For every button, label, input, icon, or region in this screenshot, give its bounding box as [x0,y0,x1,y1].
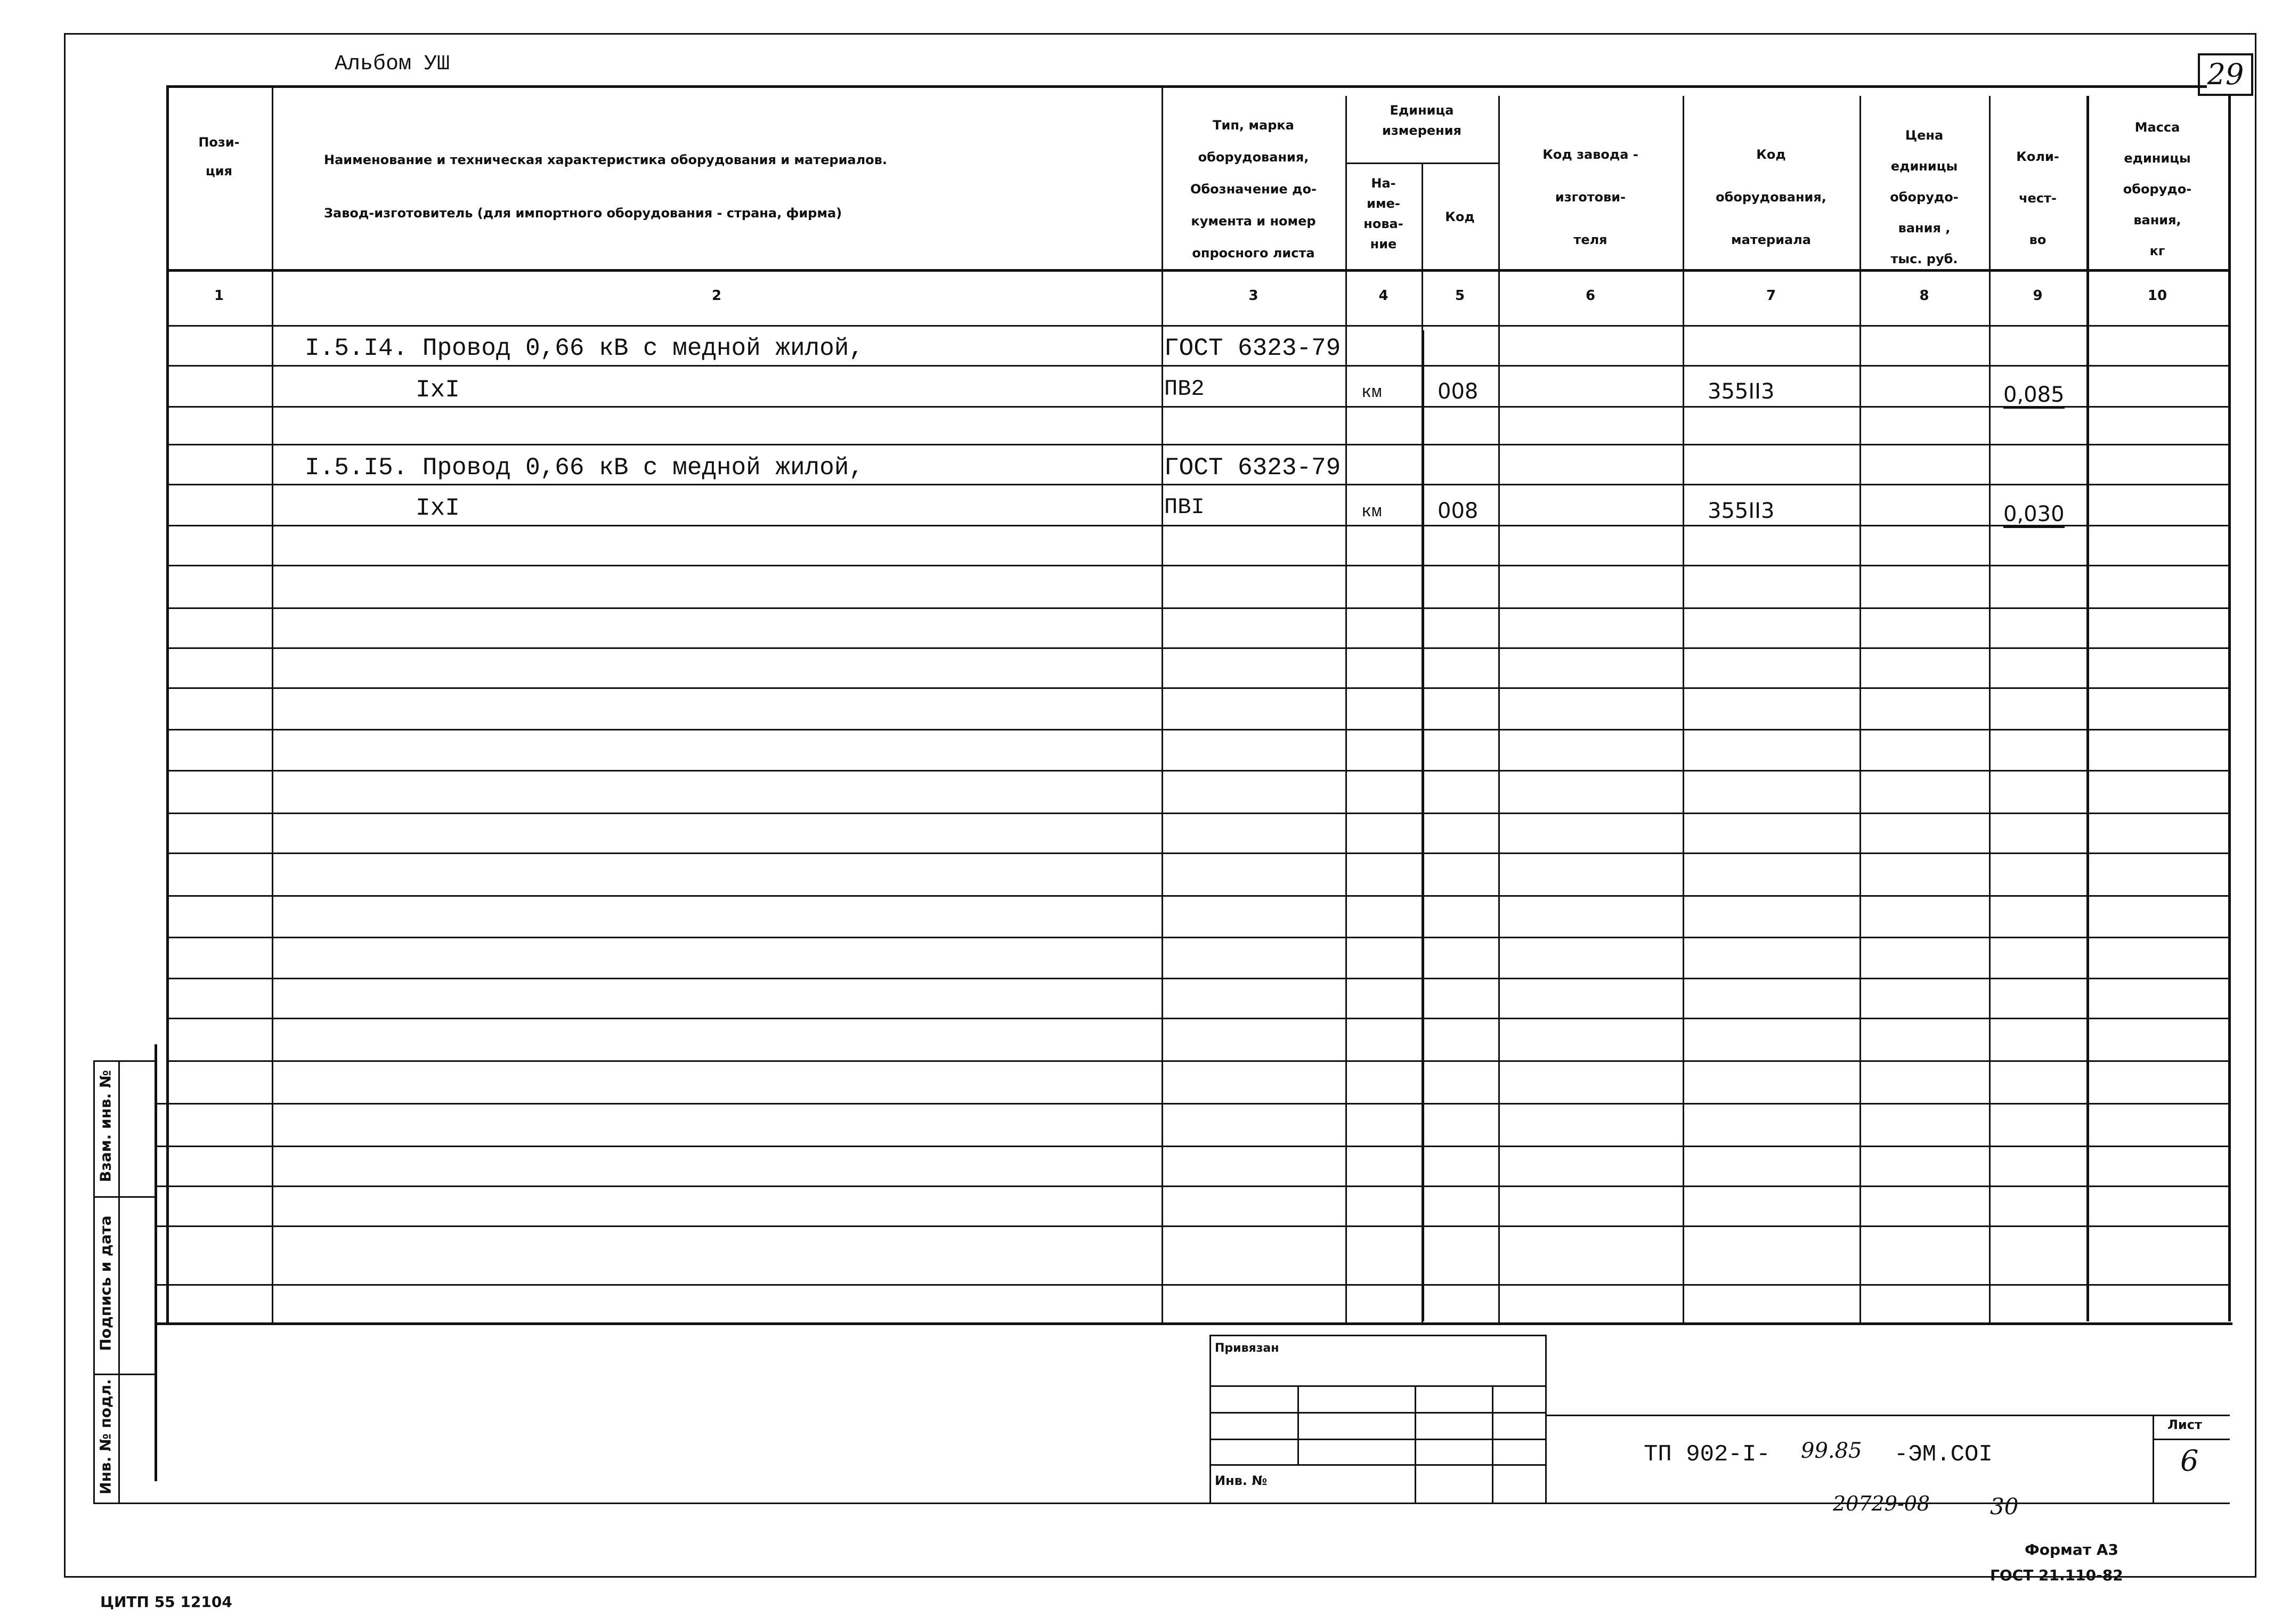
hand-note-2: 30 [1990,1493,2019,1520]
row-2-type: ПВ2 [1164,376,1205,402]
frame-top [64,33,2256,35]
col-divider-7 [1859,96,1861,1324]
col-num-10: 10 [2147,288,2167,304]
side-stamp-podpis: Подпись и дата [96,1215,115,1351]
numbers-bottom [166,325,2228,327]
stamp-row-1 [1209,1385,1546,1387]
citp-label: ЦИТП 55 12104 [100,1593,232,1611]
col-num-6: 6 [1585,288,1596,304]
col-num-5: 5 [1455,288,1465,304]
table-row-line [166,1018,2228,1019]
col-divider-9 [2086,96,2089,1321]
table-row-line [166,770,2228,772]
col-9-header: Коли- чест- во [2016,149,2059,247]
table-row-line [166,813,2228,814]
col-6-header: Код завода - изготови- теля [1542,147,1638,247]
hand-note: 20729-08 [1833,1492,1930,1515]
table-row-line [166,444,2228,445]
row-2-unit: км [1361,383,1382,402]
table-row-line [166,406,2228,408]
side-stamp-inv: Инв. № подл. [96,1379,115,1495]
col-num-7: 7 [1766,288,1776,304]
doc-code-hand: 99.85 [1801,1439,1862,1463]
row-2-name: IxI [416,376,460,404]
side-stamp-right [155,1044,157,1481]
table-row-line [166,729,2228,730]
row-2-unit-code: 008 [1438,379,1479,404]
col-divider-4b [1422,330,1424,1321]
col-10-header: Масса единицы оборудо- вания, кг [2123,120,2192,258]
stamp-mid-right [1545,1335,1547,1503]
stamp-top [1209,1335,1546,1336]
stamp-inv-no: Инв. № [1215,1473,1268,1488]
row-4-unit-code: 008 [1438,499,1479,523]
row-1-type: ГОСТ 6323-79 [1164,335,1341,362]
row-3-type: ГОСТ 6323-79 [1164,454,1341,482]
table-row-line [166,1060,2228,1062]
stamp-row-3 [1209,1439,1546,1440]
row-4-type: ПВI [1164,494,1205,520]
col-5-header: Код [1445,209,1475,224]
col-num-3: 3 [1248,288,1258,304]
doc-code-suffix: -ЭМ.СОI [1894,1441,1993,1468]
col-4-header: На- име- нова- ние [1363,176,1403,251]
col-1-header: Пози- ция [198,135,240,178]
stamp-row-2 [1209,1412,1546,1414]
col-8-header: Цена единицы оборудо- вания , тыс. руб. [1890,128,1959,266]
side-stamp-vzam: Взам. инв. № [96,1070,115,1182]
table-top [166,85,2207,88]
doc-code-prefix: ТП 902-I- [1644,1441,1771,1468]
format-label: Формат А3 [2025,1541,2118,1558]
sheet-label: Лист [2167,1417,2202,1432]
table-row-line [155,1103,2228,1105]
table-row-line [166,525,2228,526]
row-2-qty: 0,085 [2003,383,2065,409]
col-num-4: 4 [1378,288,1388,304]
row-4-qty: 0,030 [2003,502,2065,528]
col-divider-5 [1498,96,1500,1324]
table-row-line [155,1284,2228,1286]
stamp-col-2 [1415,1385,1416,1503]
row-3-name: I.5.I5. Провод 0,66 кВ с медной жилой, [305,454,864,482]
row-4-material-code: 355II3 [1708,499,1775,523]
stamp-sheet-left [2153,1415,2154,1503]
stamp-doc-top [1545,1415,2230,1416]
table-row-line [166,565,2228,566]
table-row-line [166,687,2228,689]
page-number: 29 [2198,53,2253,96]
stamp-left [1209,1335,1211,1503]
table-row-line [155,1185,2228,1187]
col-num-9: 9 [2033,288,2043,304]
col-divider-6 [1683,96,1684,1324]
frame-right [2255,33,2256,1577]
row-1-name: I.5.I4. Провод 0,66 кВ с медной жилой, [305,335,864,362]
col-3-header: Тип, марка оборудования, Обозначение до- кумента и номер опросного листа [1190,118,1317,261]
side-stamp-mid [118,1060,120,1503]
unit-group-header: Единица измерения [1382,103,1461,138]
stamp-privyazan: Привязан [1215,1342,1279,1355]
col-num-2: 2 [711,288,722,304]
row-4-unit: км [1361,502,1382,522]
stamp-sheet-div [2153,1439,2230,1440]
table-row-line [166,895,2228,897]
col-2-header: Наименование и техническая характеристика оборудования и материалов. Завод-изготовитель (для импортного оборудования - страна, фирма) [324,152,887,221]
row-4-name: IxI [416,494,460,522]
col-divider-3 [1345,96,1347,1324]
table-bottom [155,1322,2232,1325]
col-num-8: 8 [1919,288,1929,304]
table-row-line [166,852,2228,854]
stamp-col-3 [1492,1385,1493,1503]
row-2-material-code: 355II3 [1708,379,1775,404]
stamp-row-4 [1209,1464,1546,1466]
album-label: Альбом УШ [335,52,450,76]
frame-left [64,33,66,1577]
col-divider-8 [1989,96,1991,1324]
side-stamp-left [93,1060,95,1503]
frame-bottom [64,1576,2256,1578]
unit-group-divider [1345,163,1498,164]
table-row-line [166,607,2228,609]
table-right [2228,96,2231,1321]
sheet-number: 6 [2180,1444,2199,1477]
table-row-line [155,1146,2228,1147]
table-row-line [166,484,2228,485]
col-num-1: 1 [214,288,224,304]
table-row-line [166,937,2228,938]
table-row-line [166,365,2228,367]
col-7-header: Код оборудования, материала [1716,147,1826,247]
gost-label: ГОСТ 21.110-82 [1990,1566,2123,1584]
table-row-line [155,1225,2228,1227]
table-row-line [166,978,2228,979]
stamp-col-1 [1297,1385,1299,1465]
table-row-line [166,647,2228,649]
